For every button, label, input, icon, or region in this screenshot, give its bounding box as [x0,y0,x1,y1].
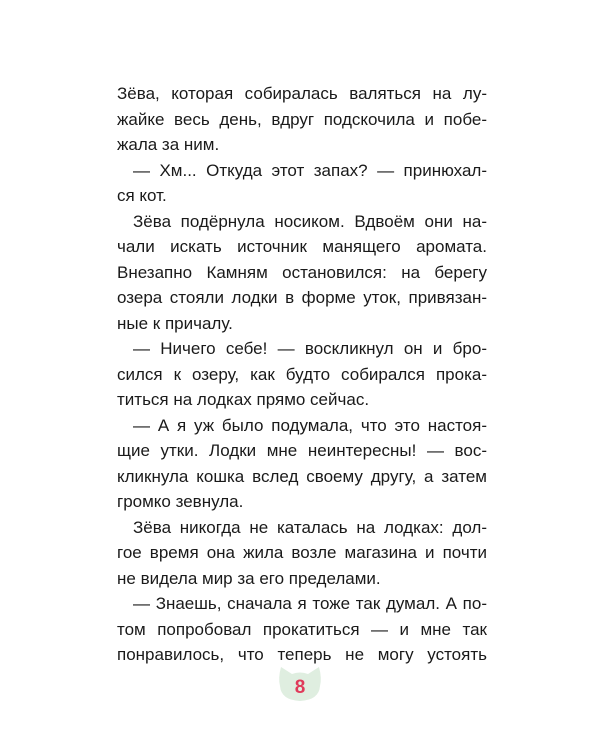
text-line: не видела мир за его пределами. [117,568,381,588]
text-line: кликнула кошка вслед своему другу, а затем [117,466,487,486]
text-line: щие утки. Лодки мне неинтересны! — вос- [117,441,487,460]
text-line: — А я уж было подумала, что это настоя- [133,415,487,435]
text-line: — Хм... Откуда этот запах? — принюхал- [133,160,487,180]
text-line: ные к причалу. [117,313,233,333]
text-line: Зёва никогда не каталась на лодках: дол- [133,517,487,537]
text-line: жала за ним. [117,135,220,154]
page-number-badge [277,664,323,704]
body-text [117,81,487,668]
text-line: том попробовал прокатиться — и мне так [117,619,487,639]
text-line: титься на лодках прямо сейчас. [117,390,370,409]
text-line: гое время она жила возле магазина и почти [117,543,487,562]
text-line: — Ничего себе! — воскликнул он и бро- [133,339,487,358]
text-line: громко зевнула. [117,492,244,511]
text-line: — Знаешь, сначала я тоже так думал. А по- [133,594,487,613]
text-line: сился к озеру, как будто собирался прока- [117,364,487,384]
text-line: Зёва, которая собиралась валяться на лу- [117,84,487,103]
text-line: жайке весь день, вдруг подскочила и побе- [117,109,487,129]
text-line: ся кот. [117,186,167,205]
text-line: понравилось, что теперь не могу устоять [117,645,487,664]
text-line: чали искать источник манящего аромата. [117,237,487,256]
text-line: озера стояли лодки в форме уток, привязан- [117,288,487,307]
text-line: Внезапно Камням остановился: на берегу [117,262,487,282]
text-line: Зёва подёрнула носиком. Вдвоём они на- [133,211,487,231]
page-number: 8 [294,677,306,698]
